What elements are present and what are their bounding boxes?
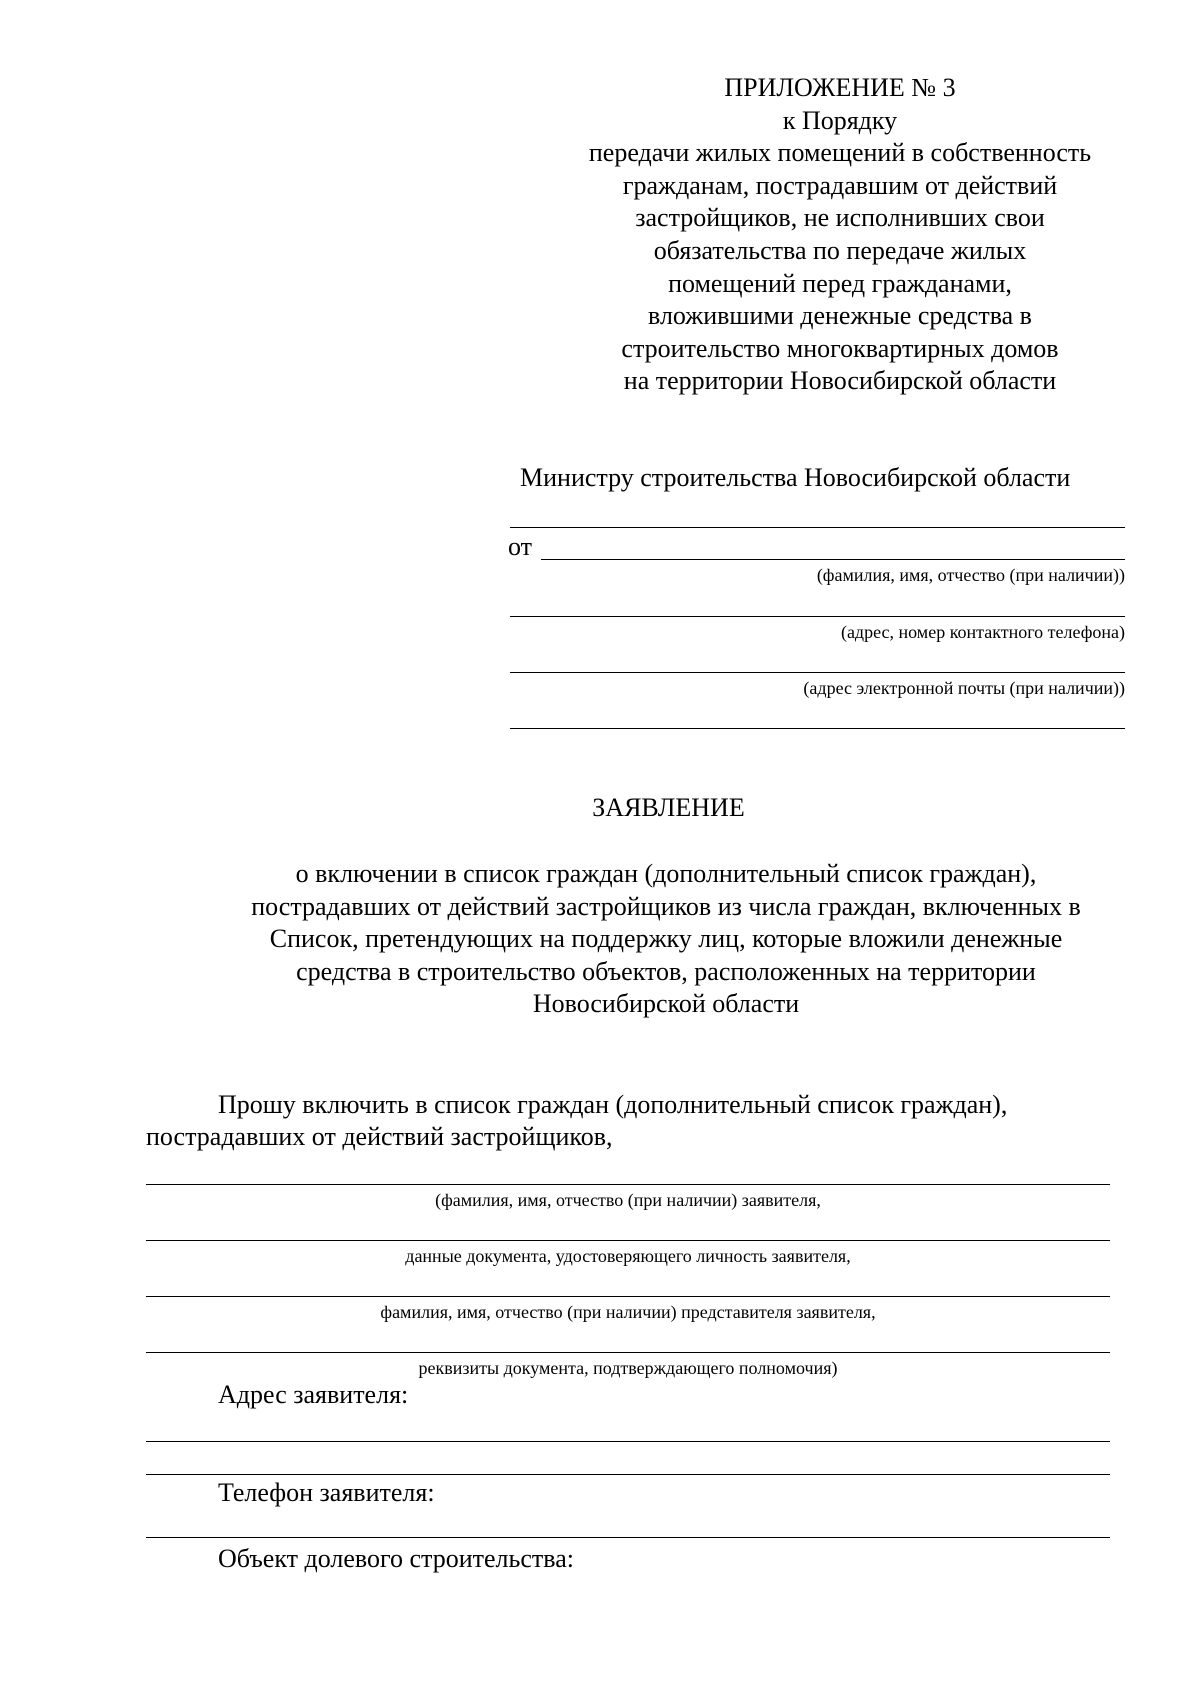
sender-name-blank-line[interactable] xyxy=(541,559,1125,560)
applicant-name-blank-line[interactable] xyxy=(146,1184,1110,1185)
phone-label: Телефон заявителя: xyxy=(218,1478,435,1507)
id-document-blank-line[interactable] xyxy=(146,1240,1110,1241)
addressee-blank-line[interactable] xyxy=(510,527,1125,528)
sender-email-blank-line[interactable] xyxy=(510,672,1125,673)
object-label: Объект долевого строительства: xyxy=(218,1544,574,1573)
sender-address-blank-line[interactable] xyxy=(510,616,1125,617)
authority-document-caption: реквизиты документа, подтверждающего полномочия) xyxy=(418,1358,838,1378)
subject-line: Новосибирской области xyxy=(532,989,800,1018)
appendix-line: обязательства по передаче жилых xyxy=(653,235,1027,265)
authority-document-blank-line[interactable] xyxy=(146,1352,1110,1353)
phone-blank-line[interactable] xyxy=(146,1537,1110,1538)
appendix-line: застройщиков, не исполнивших свои xyxy=(635,203,1045,233)
appendix-line: передачи жилых помещений в собственность xyxy=(588,138,1092,168)
id-document-caption: данные документа, удостоверяющего личность заявителя, xyxy=(405,1246,851,1266)
appendix-line: к Порядку xyxy=(782,105,898,135)
subject-line: о включении в список граждан (дополнительный список граждан), xyxy=(295,859,1037,888)
appendix-line: на территории Новосибирской области xyxy=(623,366,1057,396)
appendix-header xyxy=(540,72,1140,398)
appendix-line: помещений перед гражданами, xyxy=(668,268,1012,298)
appendix-line: ПРИЛОЖЕНИЕ № 3 xyxy=(724,73,956,102)
address-blank-line-1[interactable] xyxy=(146,1441,1110,1442)
subject-line: средства в строительство объектов, расположенных на территории xyxy=(296,956,1036,986)
address-blank-line-2[interactable] xyxy=(146,1474,1110,1475)
representative-blank-line[interactable] xyxy=(146,1296,1110,1297)
sender-name-caption: (фамилия, имя, отчество (при наличии)) xyxy=(816,565,1125,585)
sender-email-caption: (адрес электронной почты (при наличии)) xyxy=(803,678,1125,698)
document-title: ЗАЯВЛЕНИЕ xyxy=(592,793,745,822)
applicant-name-caption: (фамилия, имя, отчество (при наличии) заявителя, xyxy=(435,1190,821,1210)
representative-caption: фамилия, имя, отчество (при наличии) представителя заявителя, xyxy=(380,1302,876,1322)
subject-line: пострадавших от действий застройщиков из числа граждан, включенных в xyxy=(251,891,1081,921)
address-label: Адрес заявителя: xyxy=(218,1380,409,1409)
sender-address-caption: (адрес, номер контактного телефона) xyxy=(840,622,1125,642)
sender-extra-blank-line[interactable] xyxy=(510,728,1125,729)
request-line-1: Прошу включить в список граждан (дополнительный список граждан), xyxy=(218,1090,1008,1119)
subject-block xyxy=(146,858,1186,1021)
addressee: Министру строительства Новосибирской области xyxy=(520,463,1071,492)
appendix-line: гражданам, пострадавшим от действий xyxy=(622,170,1058,200)
appendix-line: вложившими денежные средства в xyxy=(648,301,1032,331)
request-line-2: пострадавших от действий застройщиков, xyxy=(146,1122,613,1151)
subject-line: Список, претендующих на поддержку лиц, которые вложили денежные xyxy=(269,924,1063,953)
appendix-line: строительство многоквартирных домов xyxy=(621,333,1059,363)
from-label: от xyxy=(508,532,533,561)
